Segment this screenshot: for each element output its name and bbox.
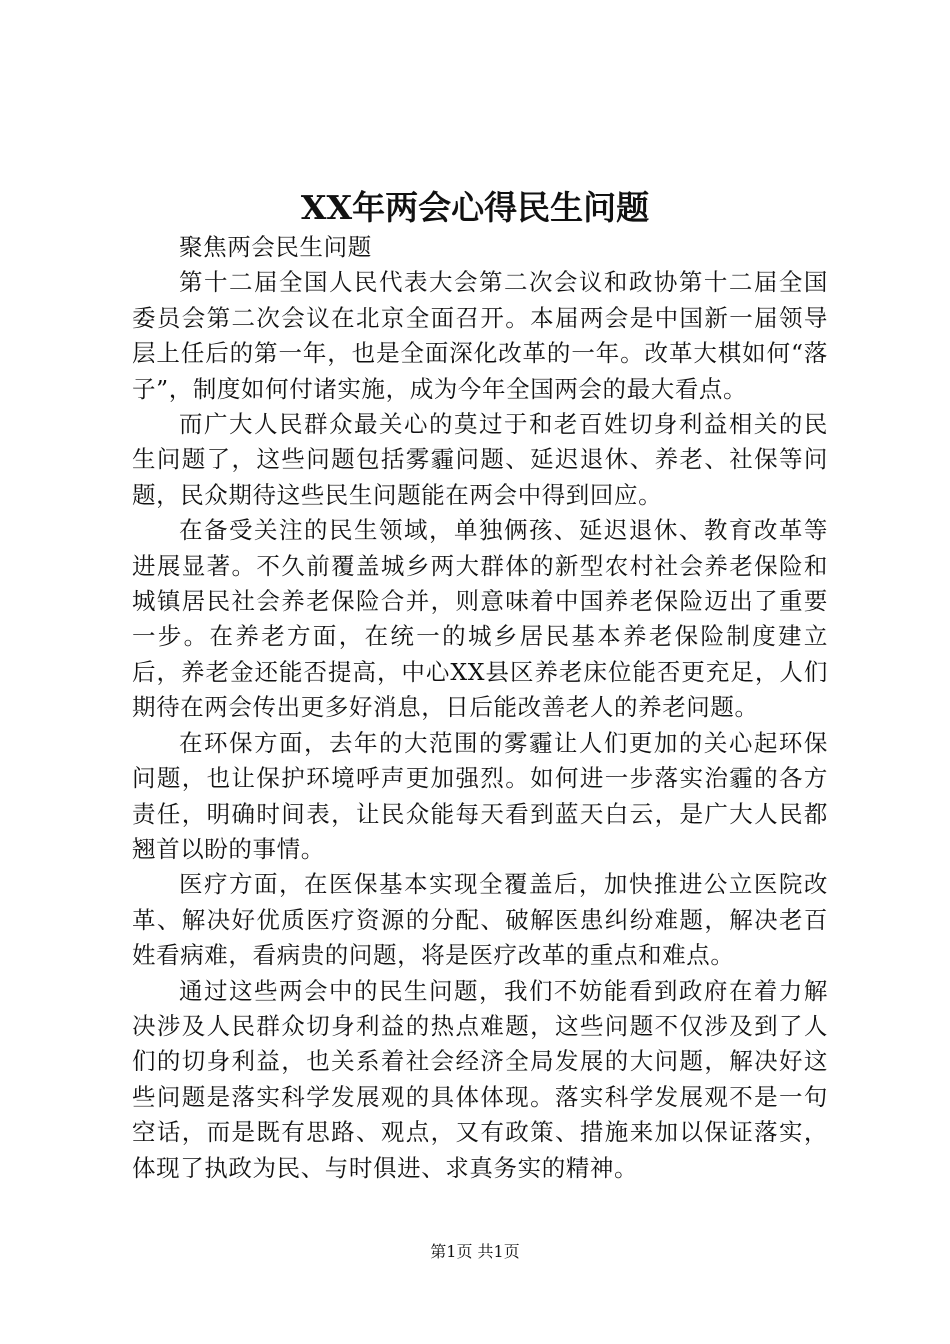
paragraph-subtitle: 聚焦两会民生问题 — [179, 233, 372, 261]
page-footer: 第1页 共1页 — [430, 1242, 520, 1261]
paragraph-pension: 在备受关注的民生领域，单独俩孩、延迟退休、教育改革等进展显著。不久前覆盖城乡两大群体的新型农村社会养老保险和城镇居民社会养老保险合并，则意味着中国养老保险迈出了重要一步。在养老方面，在统一的城乡居民基本养老保险制度建立后，养老金还能否提高，中心XX县区养老床位能否更充足，人们期待在两会传出更多好消息，日后能改善老人的养老问题。 — [132, 516, 828, 722]
paragraph-intro: 第十二届全国人民代表大会第二次会议和政协第十二届全国委员会第二次会议在北京全面召开。本届两会是中国新一届领导层上任后的第一年，也是全面深化改革的一年。改革大棋如何“落子”，制度如何付诸实施，成为今年全国两会的最大看点。 — [132, 268, 828, 403]
paragraph-conclusion: 通过这些两会中的民生问题，我们不妨能看到政府在着力解决涉及人民群众切身利益的热点难题，这些问题不仅涉及到了人们的切身利益，也关系着社会经济全局发展的大问题，解决好这些问题是落实科学发展观的具体体现。落实科学发展观不是一句空话，而是既有思路、观点，又有政策、措施来加以保证落实，体现了执政为民、与时俱进、求真务实的精神。 — [132, 976, 828, 1182]
paragraph-medical: 医疗方面，在医保基本实现全覆盖后，加快推进公立医院改革、解决好优质医疗资源的分配、破解医患纠纷难题，解决老百姓看病难，看病贵的问题，将是医疗改革的重点和难点。 — [132, 870, 828, 970]
paragraph-livelihood: 而广大人民群众最关心的莫过于和老百姓切身利益相关的民生问题了，这些问题包括雾霾问题、延迟退休、养老、社保等问题，民众期待这些民生问题能在两会中得到回应。 — [132, 410, 828, 509]
paragraph-environment: 在环保方面，去年的大范围的雾霾让人们更加的关心起环保问题，也让保护环境呼声更加强烈。如何进一步落实治霾的各方责任，明确时间表，让民众能每天看到蓝天白云，是广大人民都翘首以盼的事情。 — [132, 728, 828, 863]
document-title: XX年两会心得民生问题 — [300, 188, 650, 227]
document-body — [132, 230, 828, 1186]
